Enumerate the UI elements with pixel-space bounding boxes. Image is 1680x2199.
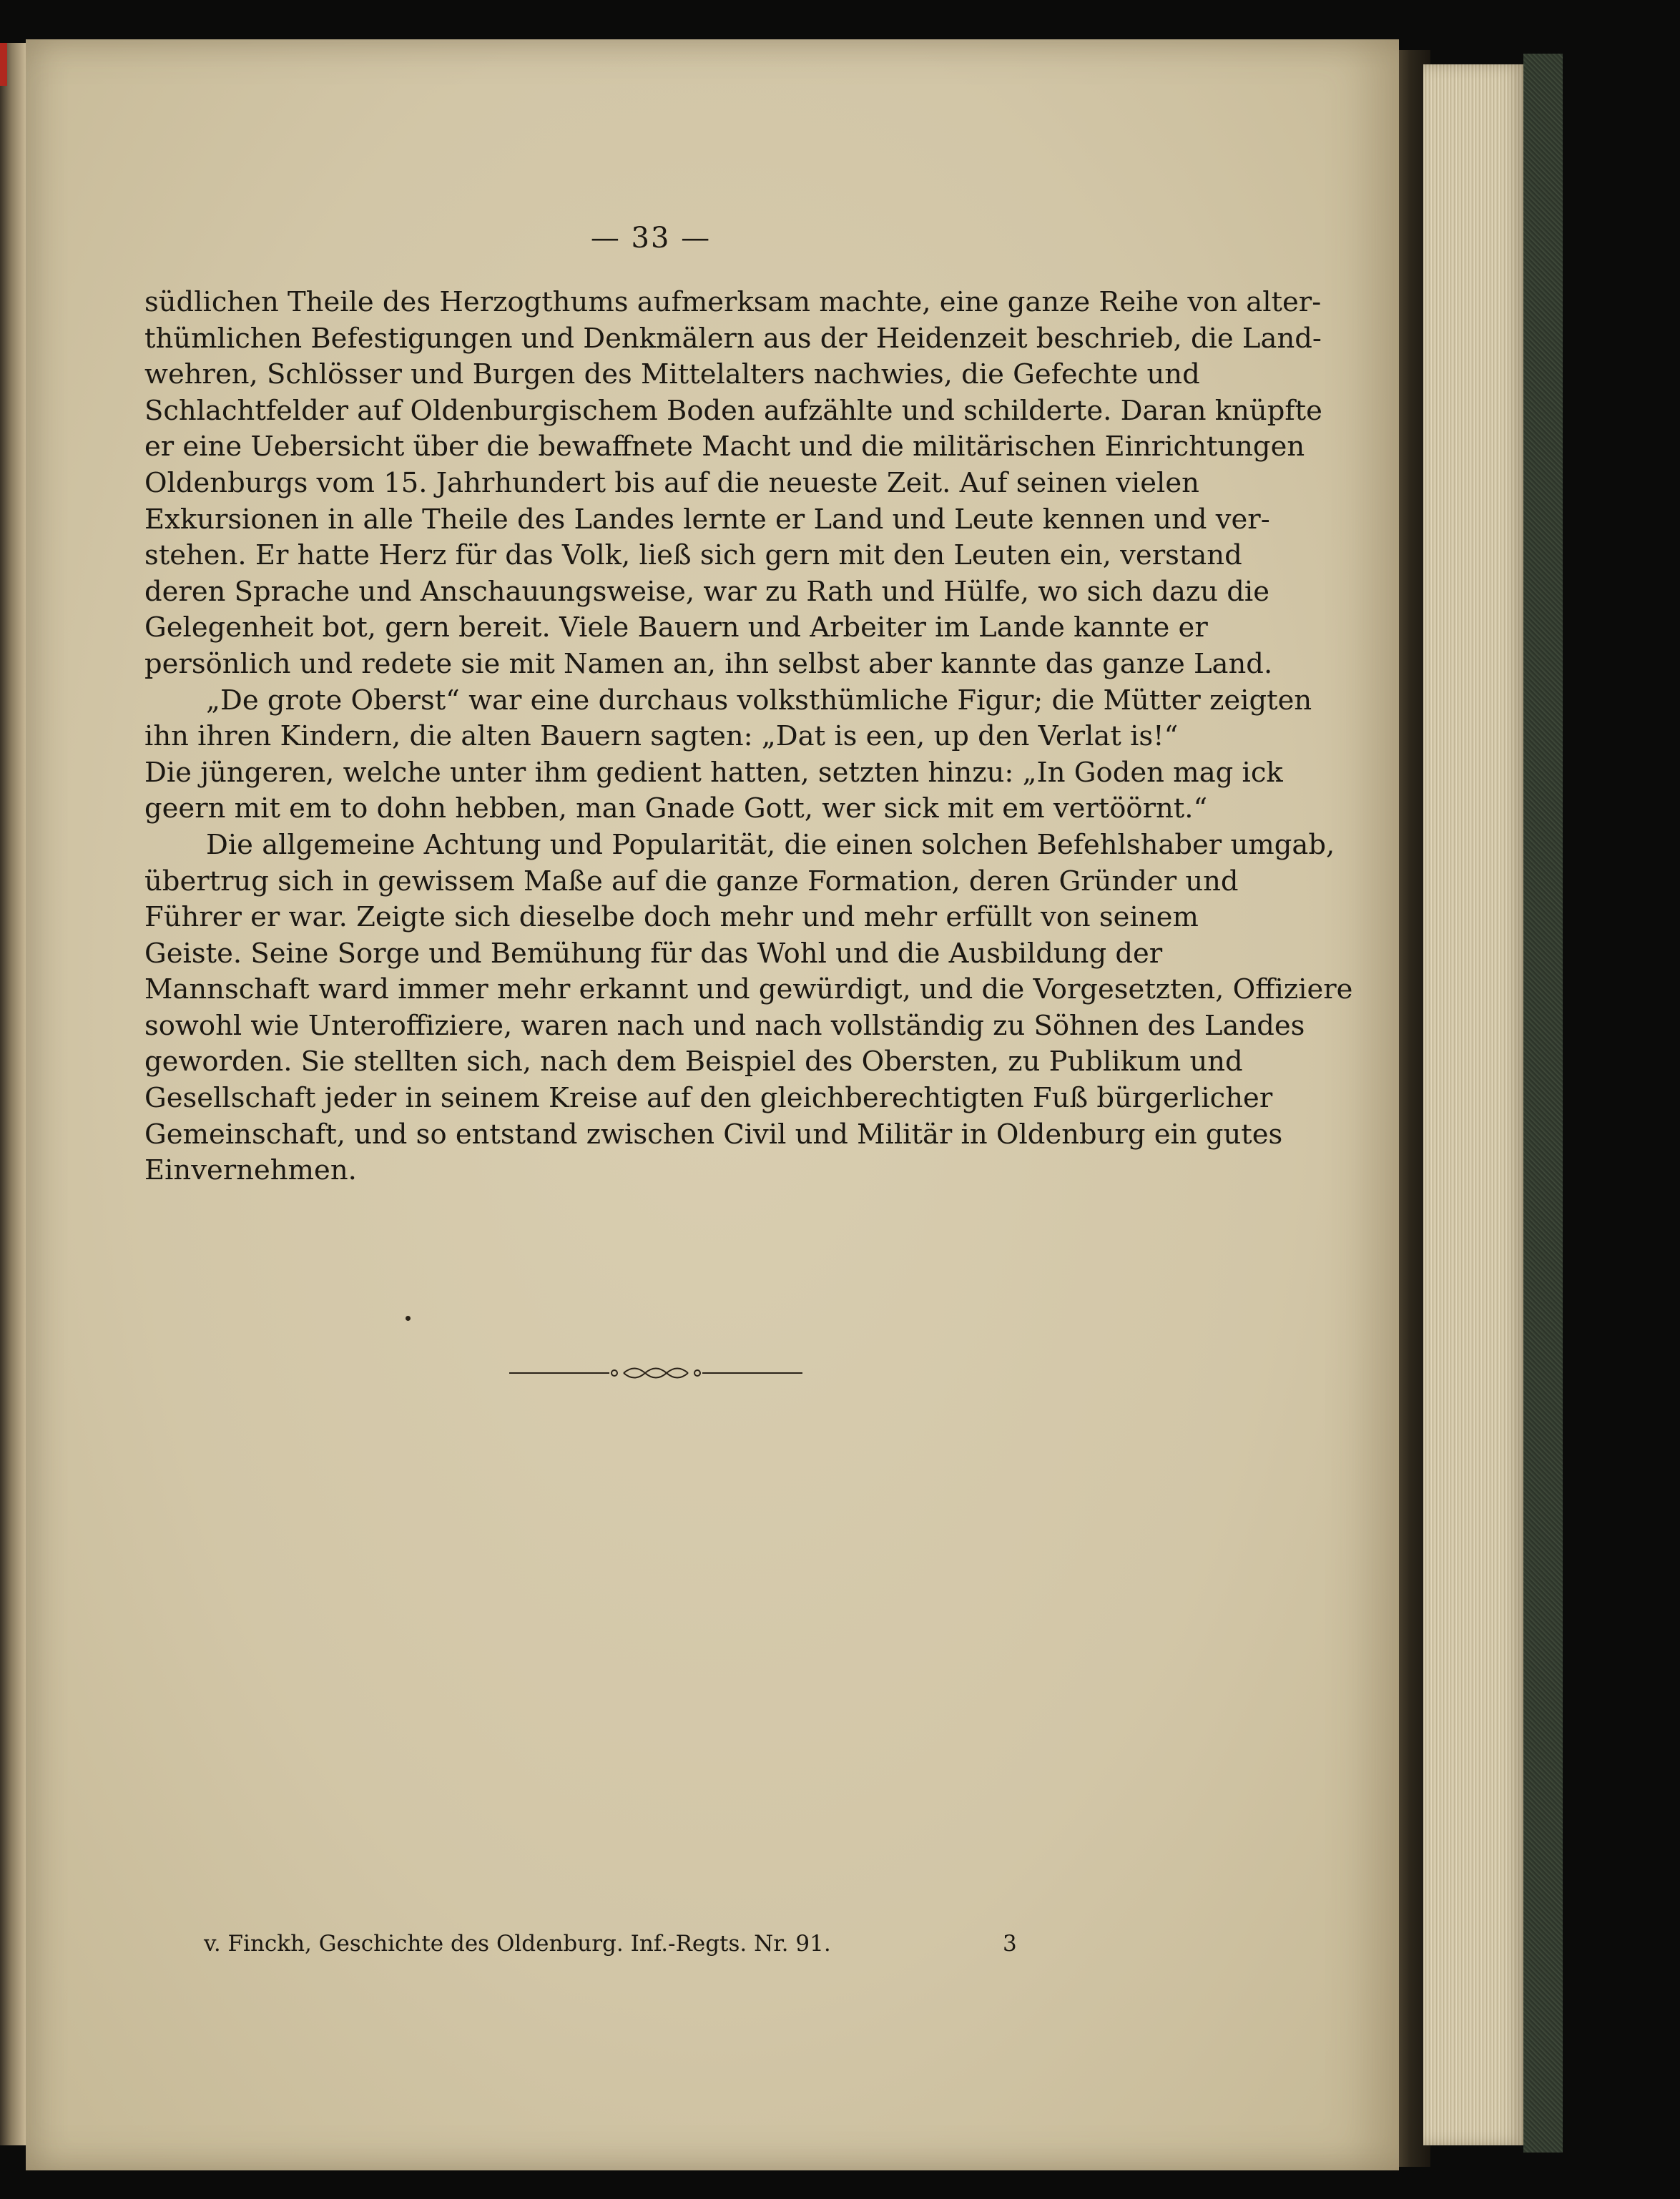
text-line: Gelegenheit bot, gern bereit. Viele Bauern und Arbeiter im Lande kannte er <box>144 611 1208 644</box>
text-line: Einvernehmen. <box>144 1154 357 1187</box>
text-line: Schlachtfelder auf Oldenburgischem Boden aufzählte und schilderte. Daran knüpfte <box>144 394 1322 427</box>
text-line: er eine Uebersicht über die bewaffnete Macht und die militärischen Einrichtungen <box>144 431 1305 463</box>
text-line: Exkursionen in alle Theile des Landes lernte er Land und Leute kennen und ver- <box>144 503 1270 536</box>
text-line: Die allgemeine Achtung und Popularität, die einen solchen Befehlshaber umgab, <box>206 828 1335 861</box>
page-stack-edge <box>1423 64 1523 2145</box>
text-line: wehren, Schlösser und Burgen des Mittelalters nachwies, die Gefechte und <box>144 358 1200 391</box>
body-text <box>144 285 1353 1189</box>
text-line: „De grote Oberst“ war eine durchaus volksthümliche Figur; die Mütter zeigten <box>206 684 1312 717</box>
text-line: persönlich und redete sie mit Namen an, ihn selbst aber kannte das ganze Land. <box>144 647 1273 680</box>
text-line: thümlichen Befestigungen und Denkmälern aus der Heidenzeit beschrieb, die Land- <box>144 322 1322 355</box>
text-line: ihn ihren Kindern, die alten Bauern sagten: „Dat is een, up den Verlat is!“ <box>144 720 1179 753</box>
text-line: Die jüngeren, welche unter ihm gedient hatten, setzten hinzu: „In Goden mag ick <box>144 756 1283 789</box>
text-line: Gesellschaft jeder in seinem Kreise auf den gleichberechtigten Fuß bürgerlicher <box>144 1082 1273 1115</box>
text-line: sowohl wie Unteroffiziere, waren nach und nach vollständig zu Söhnen des Landes <box>144 1009 1305 1042</box>
text-line: deren Sprache und Anschauungsweise, war zu Rath und Hülfe, wo sich dazu die <box>144 575 1269 608</box>
text-line: Oldenburgs vom 15. Jahrhundert bis auf die neueste Zeit. Auf seinen vielen <box>144 466 1199 499</box>
ink-speck <box>406 1316 411 1321</box>
text-line: Führer er war. Zeigte sich dieselbe doch mehr und mehr erfüllt von seinem <box>144 901 1199 934</box>
text-line: Mannschaft ward immer mehr erkannt und gewürdigt, und die Vorgesetzten, Offiziere <box>144 973 1353 1006</box>
printer-signature: 3 <box>1003 1931 1017 1957</box>
text-line: stehen. Er hatte Herz für das Volk, ließ sich gern mit den Leuten ein, verstand <box>144 539 1242 572</box>
footer-citation: v. Finckh, Geschichte des Oldenburg. Inf.-Regts. Nr. 91. <box>204 1931 831 1957</box>
text-line: Gemeinschaft, und so entstand zwischen Civil und Militär in Oldenburg ein gutes <box>144 1118 1283 1151</box>
text-line: übertrug sich in gewissem Maße auf die ganze Formation, deren Gründer und <box>144 865 1239 897</box>
page-number: — 33 — <box>590 222 712 255</box>
paragraph-1 <box>144 285 1322 683</box>
text-line: Geiste. Seine Sorge und Bemühung für das Wohl und die Ausbildung der <box>144 937 1163 970</box>
text-line: südlichen Theile des Herzogthums aufmerksam machte, eine ganze Reihe von alter- <box>144 286 1322 318</box>
previous-page-edge <box>0 43 26 2145</box>
book-cover-edge <box>1523 54 1563 2153</box>
text-line: geworden. Sie stellten sich, nach dem Beispiel des Obersten, zu Publikum und <box>144 1046 1243 1078</box>
text-line: geern mit em to dohn hebben, man Gnade Gott, wer sick mit em vertöörnt.“ <box>144 792 1208 825</box>
paragraph-3 <box>144 827 1353 1189</box>
paragraph-2 <box>144 683 1312 827</box>
section-end-ornament <box>509 1362 802 1384</box>
